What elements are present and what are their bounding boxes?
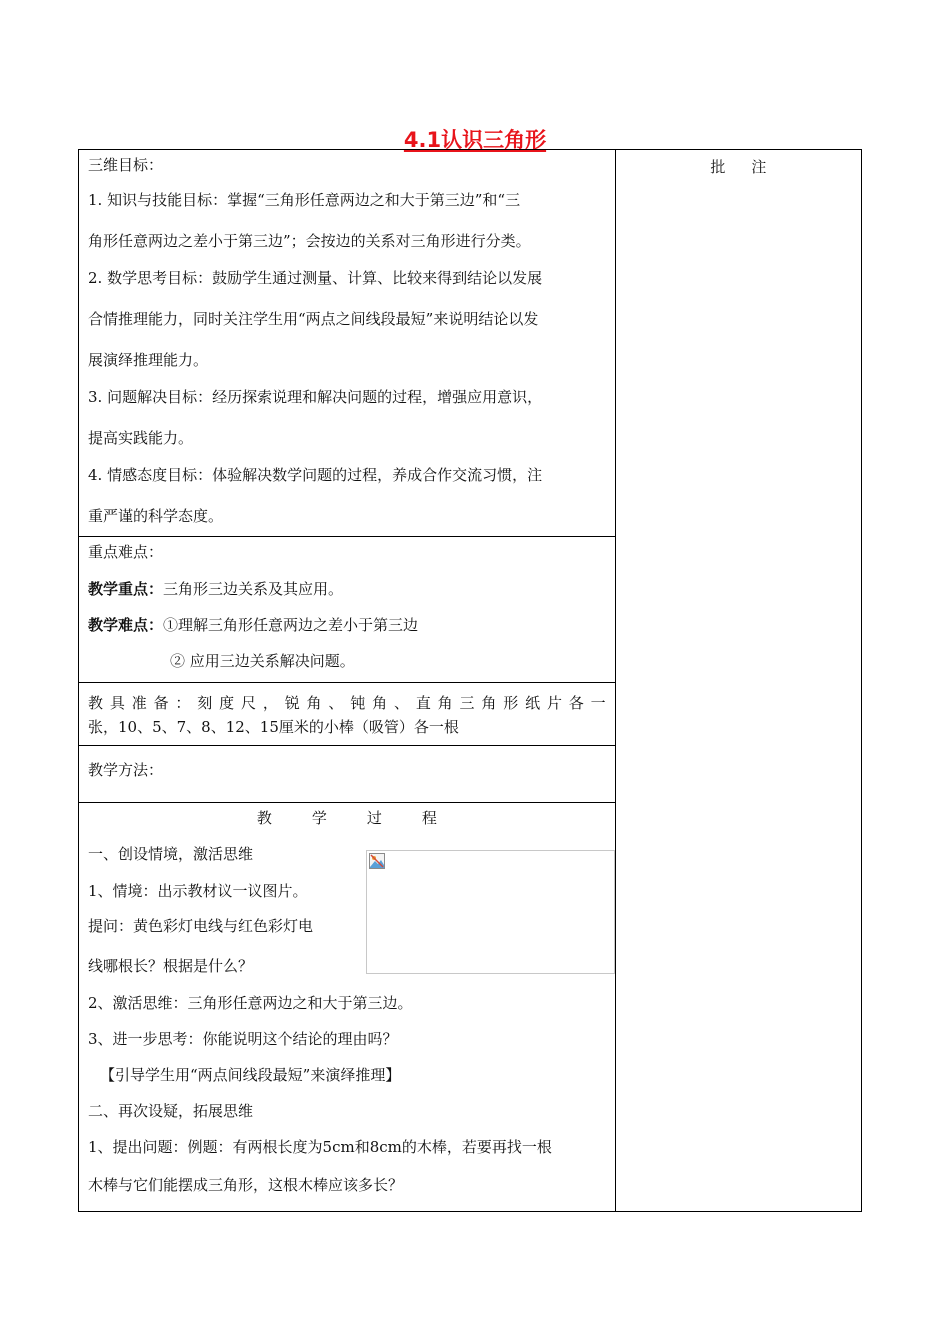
process-line: 二、再次设疑，拓展思维 [88,1102,254,1120]
process-heading: 教学过程 [256,809,477,827]
objective-line: 合情推理能力，同时关注学生用“两点之间线段最短”来说明结论以发 [88,310,539,328]
objective-line: 角形任意两边之差小于第三边”；会按边的关系对三角形进行分类。 [88,232,531,250]
process-line: 木棒与它们能摆成三角形，这根木棒应该多长？ [88,1176,404,1194]
objective-line: 重严谨的科学态度。 [88,507,224,525]
remark-header: 批注 [710,158,793,176]
objectives-heading: 三维目标： [88,156,164,174]
tools-cell [79,683,616,746]
process-cell [79,803,616,1212]
broken-image-icon [369,853,385,869]
key-points-heading: 重点难点： [88,543,164,561]
objectives-cell [79,150,616,537]
process-line: 1、情境：出示教材议一议图片。 [88,882,308,900]
focus-line [79,578,351,599]
tools-line-1: 教具准备：刻度尺，锐角、钝角、直角三角形纸片各一 [88,694,606,712]
process-line: 【引导学生用“两点间线段最短”来演绎推理】 [100,1066,401,1084]
method-label: 教学方法： [88,761,164,779]
difficulty-line [79,614,426,635]
objective-line: 提高实践能力。 [88,429,194,447]
process-line: 1、提出问题：例题：有两根长度为5cm和8cm的木棒，若要再找一根 [88,1138,552,1156]
process-line: 2、激活思维：三角形任意两边之和大于第三边。 [88,994,413,1012]
method-cell [79,746,616,803]
difficulty-text-2: ② 应用三边关系解决问题。 [170,652,355,670]
document-title: 4.1认识三角形 [403,128,547,152]
objective-line: 2. 数学思考目标：鼓励学生通过测量、计算、比较来得到结论以发展 [88,269,543,287]
objective-line: 3. 问题解决目标：经历探索说理和解决问题的过程，增强应用意识， [88,388,543,406]
tools-line-2: 张，10、5、7、8、12、15厘米的小棒（吸管）各一根 [88,718,459,736]
objective-line: 展演绎推理能力。 [88,351,209,369]
process-line: 3、进一步思考：你能说明这个结论的理由吗？ [88,1030,398,1048]
process-line: 线哪根长？根据是什么？ [88,957,254,975]
objective-line: 1. 知识与技能目标：掌握“三角形任意两边之和大于第三边”和“三 [88,191,521,209]
process-line: 提问：黄色彩灯电线与红色彩灯电 [88,917,314,935]
focus-text: 三角形三边关系及其应用。 [163,580,344,598]
objective-line: 4. 情感态度目标：体验解决数学问题的过程，养成合作交流习惯，注 [88,466,543,484]
process-line: 一、创设情境，激活思维 [88,845,254,863]
difficulty-text-1: ①理解三角形任意两边之差小于第三边 [163,616,419,634]
lesson-plan-table [78,149,862,1212]
key-points-cell [79,537,616,683]
focus-label: 教学重点： [88,580,164,598]
difficulty-label: 教学难点： [88,616,164,634]
textbook-image-placeholder [366,850,615,974]
remark-column [615,150,861,1212]
